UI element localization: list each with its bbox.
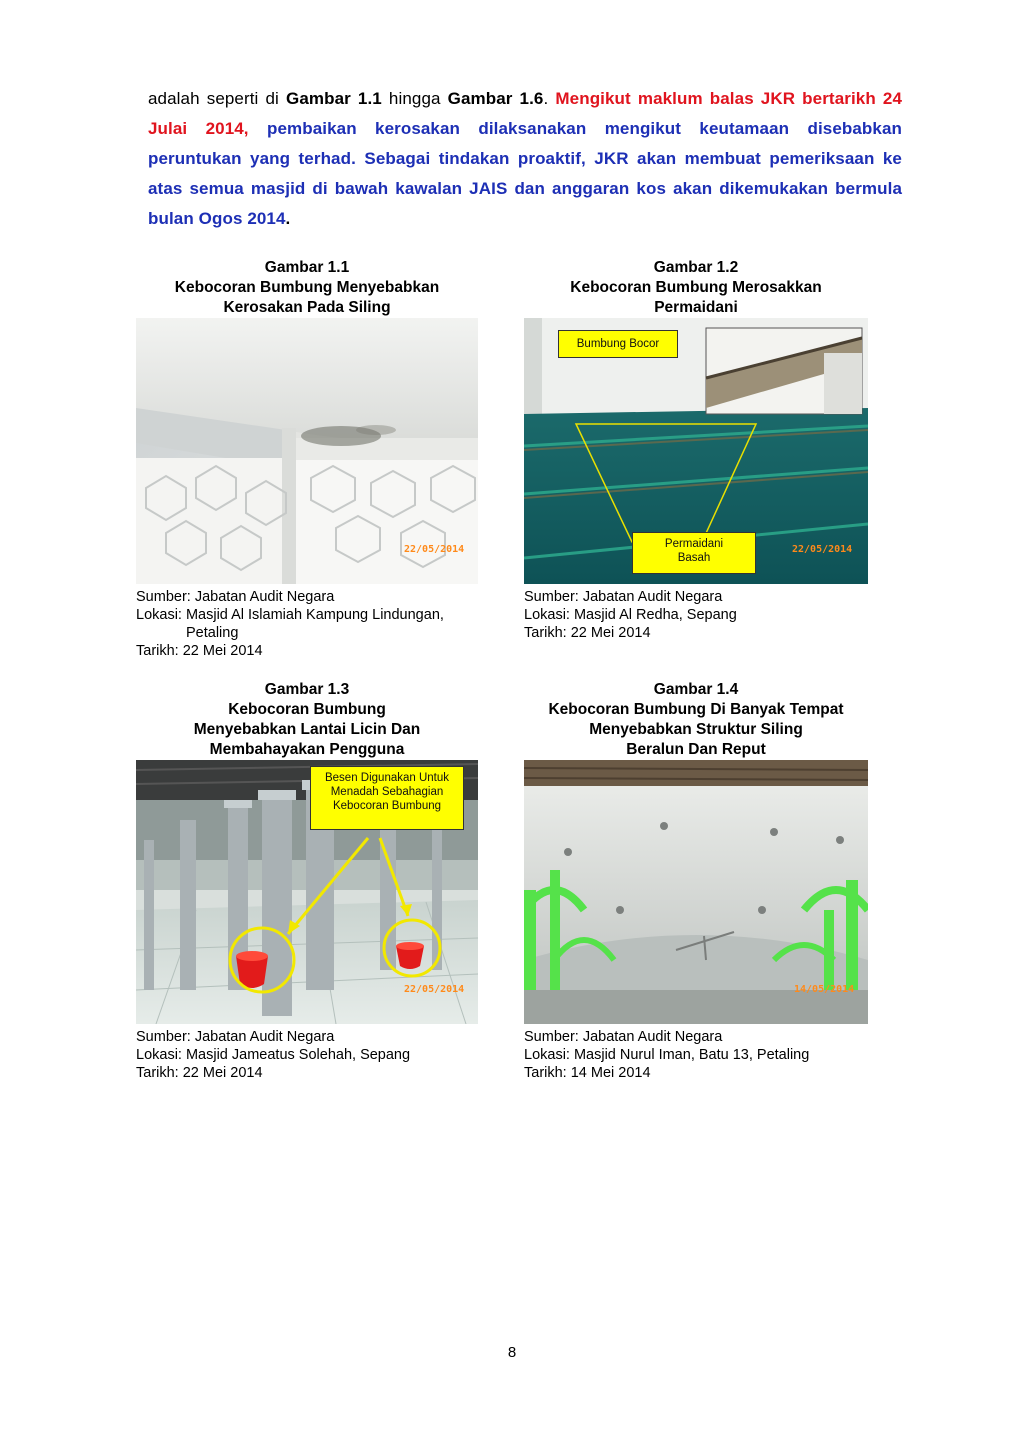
callout-text: Besen Digunakan Untuk (324, 772, 450, 784)
photo-date-stamp: 22/05/2014 (792, 544, 853, 555)
body-paragraph (148, 84, 902, 234)
figure-label: Gambar 1.4 (653, 681, 739, 698)
caption-location: Lokasi: Masjid Al Islamiah Kampung Lindungan, (136, 607, 444, 623)
figure-1-4-title (524, 680, 868, 760)
figure-title-line: Kebocoran Bumbung Di Banyak Tempat (548, 701, 844, 718)
caption-location: Lokasi: Masjid Nurul Iman, Batu 13, Petaling (524, 1047, 810, 1063)
callout-text: Kebocoran Bumbung (332, 800, 442, 812)
photo-date-stamp: 22/05/2014 (404, 984, 465, 995)
figure-title-line: Permaidani (654, 299, 738, 316)
caption-date: Tarikh: 14 Mei 2014 (524, 1065, 651, 1081)
red-highlight-text: Mengikut maklum balas JKR bertarikh 24 Julai 2014, (148, 89, 903, 138)
figure-1-4-caption (524, 1028, 884, 1082)
figure-1-1-photo (136, 318, 478, 584)
figure-ref: Gambar 1.6 (447, 89, 544, 108)
figure-1-1-title (136, 258, 478, 318)
figure-label: Gambar 1.2 (653, 259, 739, 276)
callout-bumbung-bocor (558, 330, 678, 358)
blue-highlight-text: pembaikan kerosakan dilaksanakan mengikut keutamaan disebabkan peruntukan yang terhad. Sebagai tindakan proaktif, JKR akan membuat pemeriksaan ke atas semua masjid di bawah kawalan JAIS dan anggaran kos akan dikemukakan bermula bulan Ogos 2014 (148, 119, 902, 228)
caption-location: Lokasi: Masjid Jameatus Solehah, Sepang (136, 1047, 411, 1063)
figure-1-3-caption (136, 1028, 496, 1082)
figure-1-2-caption (524, 588, 884, 642)
callout-text: Bumbung Bocor (576, 338, 660, 350)
figure-label: Gambar 1.3 (264, 681, 350, 698)
figure-title-line: Kebocoran Bumbung Menyebabkan (174, 279, 440, 296)
caption-source: Sumber: Jabatan Audit Negara (136, 589, 335, 605)
figure-title-line: Menyebabkan Struktur Siling (589, 721, 803, 738)
figure-1-2-photo (524, 318, 868, 584)
text-run: . (285, 209, 291, 228)
text-run: adalah seperti di (148, 89, 286, 108)
figure-1-3-title (136, 680, 478, 760)
callout-text: Basah (677, 552, 711, 564)
text-run: hingga (381, 89, 448, 108)
page-number: 8 (507, 1344, 517, 1361)
caption-date: Tarikh: 22 Mei 2014 (524, 625, 651, 641)
caption-date: Tarikh: 22 Mei 2014 (136, 1065, 263, 1081)
figure-title-line: Kerosakan Pada Siling (223, 299, 391, 316)
caption-source: Sumber: Jabatan Audit Negara (524, 589, 723, 605)
figure-title-line: Kebocoran Bumbung Merosakkan (570, 279, 822, 296)
figure-title-line: Menyebabkan Lantai Licin Dan (193, 721, 421, 738)
figure-label: Gambar 1.1 (264, 259, 350, 276)
callout-permaidani-basah (632, 532, 756, 574)
callout-text: Menadah Sebahagian (330, 786, 444, 798)
callout-besen (310, 766, 464, 830)
photo-date-stamp: 22/05/2014 (404, 544, 465, 555)
figure-title-line: Beralun Dan Reput (626, 741, 766, 758)
callout-text: Permaidani (664, 538, 724, 550)
figure-1-2-title (524, 258, 868, 318)
figure-title-line: Membahayakan Pengguna (209, 741, 405, 758)
caption-date: Tarikh: 22 Mei 2014 (136, 643, 263, 659)
caption-source: Sumber: Jabatan Audit Negara (524, 1029, 723, 1045)
caption-source: Sumber: Jabatan Audit Negara (136, 1029, 335, 1045)
figure-1-3-photo (136, 760, 478, 1024)
text-run: . (543, 89, 556, 108)
photo-date-stamp: 14/05/2014 (794, 984, 855, 995)
figure-title-line: Kebocoran Bumbung (228, 701, 386, 718)
figure-1-4-photo (524, 760, 868, 1024)
figure-1-1-caption (136, 588, 496, 660)
caption-location: Petaling (186, 625, 239, 641)
caption-location: Lokasi: Masjid Al Redha, Sepang (524, 607, 737, 623)
figure-ref: Gambar 1.1 (286, 89, 382, 108)
